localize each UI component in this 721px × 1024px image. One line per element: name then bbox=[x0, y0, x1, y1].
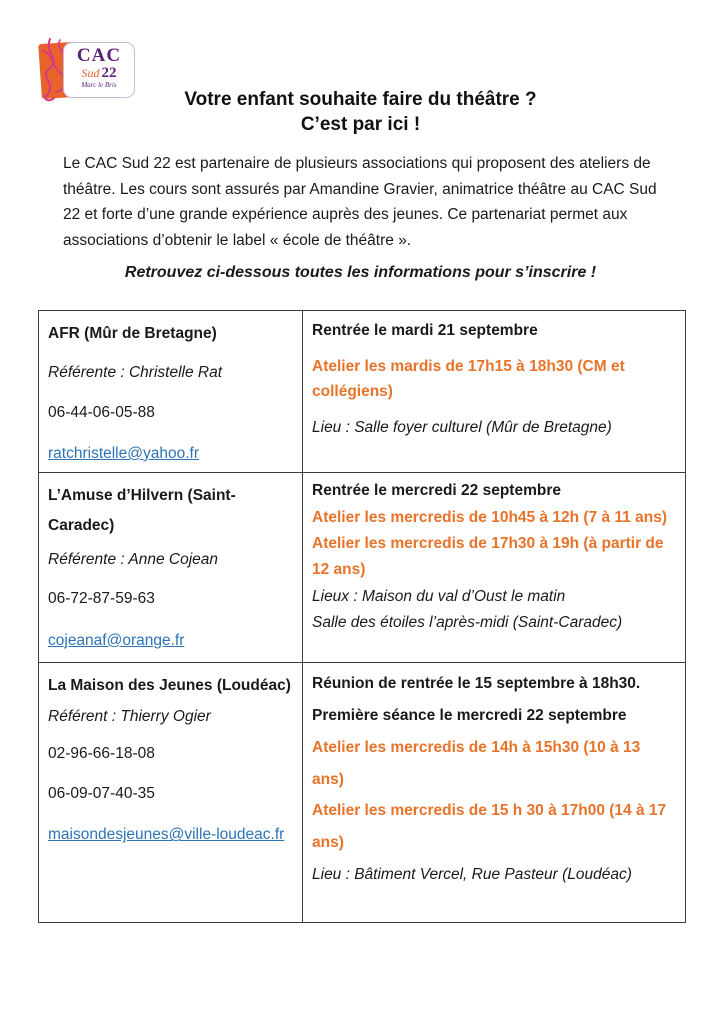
email-row bbox=[48, 441, 292, 467]
email-link[interactable]: maisondesjeunes@ville-loudeac.fr bbox=[48, 826, 285, 844]
email-row bbox=[48, 822, 292, 848]
association-name: L’Amuse d’Hilvern (Saint-Caradec) bbox=[48, 487, 236, 534]
schedule-line: Lieux : Maison du val d’Oust le matin bbox=[312, 587, 566, 605]
schedule-line: Salle des étoiles l’après-midi (Saint-Caradec) bbox=[312, 614, 623, 631]
info-table bbox=[38, 310, 686, 923]
schedule-line: Lieu : Salle foyer culturel (Mûr de Bretagne) bbox=[312, 419, 612, 437]
association-name: AFR (Mûr de Bretagne) bbox=[48, 325, 217, 342]
phone-number: 06-72-87-59-63 bbox=[48, 590, 155, 608]
table-row bbox=[39, 473, 686, 663]
cta-line: Retrouvez ci-dessous toutes les informations pour s’inscrire ! bbox=[124, 264, 597, 281]
logo-text-cac: CAC bbox=[76, 45, 122, 66]
schedule-line: Atelier les mercredis de 10h45 à 12h (7 à 11 ans) bbox=[312, 508, 667, 526]
association-cell bbox=[39, 663, 303, 923]
logo-tagline: Marc le Bris bbox=[81, 80, 117, 89]
association-cell bbox=[39, 311, 303, 473]
association-name: La Maison des Jeunes (Loudéac) bbox=[48, 677, 291, 695]
table-row bbox=[39, 663, 686, 923]
schedule-cell bbox=[303, 311, 686, 473]
schedule-line: Rentrée le mercredi 22 septembre bbox=[312, 482, 561, 500]
association-cell bbox=[39, 473, 303, 663]
phone-number: 06-44-06-05-88 bbox=[48, 403, 155, 421]
email-link[interactable]: cojeanaf@orange.fr bbox=[48, 631, 185, 649]
schedule-cell bbox=[303, 473, 686, 663]
referent-name: Référent : Thierry Ogier bbox=[48, 707, 211, 725]
schedule-cell bbox=[303, 663, 686, 923]
table-row bbox=[39, 311, 686, 473]
phone-number: 02-96-66-18-08 bbox=[48, 744, 155, 762]
referent-name: Référente : Christelle Rat bbox=[48, 364, 223, 382]
logo-text-sud22: Sud 22 bbox=[81, 65, 117, 81]
title-line-2: C’est par ici ! bbox=[300, 114, 421, 136]
page-title bbox=[0, 87, 721, 137]
schedule-line: Atelier les mercredis de 14h à 15h30 (10 à 13 ans) bbox=[312, 738, 641, 788]
email-link[interactable]: ratchristelle@yahoo.fr bbox=[48, 444, 199, 462]
schedule-line: Première séance le mercredi 22 septembre bbox=[312, 707, 627, 725]
schedule-line: Atelier les mardis de 17h15 à 18h30 (CM et collégiens) bbox=[312, 358, 625, 401]
schedule-line: Rentrée le mardi 21 septembre bbox=[312, 322, 538, 339]
schedule-line: Atelier les mercredis de 17h30 à 19h (à partir de 12 ans) bbox=[312, 534, 664, 579]
schedule-line: Réunion de rentrée le 15 septembre à 18h30. bbox=[312, 675, 641, 693]
title-line-1: Votre enfant souhaite faire du théâtre ? bbox=[184, 89, 537, 110]
referent-name: Référente : Anne Cojean bbox=[48, 551, 219, 569]
schedule-line: Lieu : Bâtiment Vercel, Rue Pasteur (Loudéac) bbox=[312, 865, 632, 883]
intro-paragraph: Le CAC Sud 22 est partenaire de plusieurs associations qui proposent des ateliers de théâtre. Les cours sont assurés par Amandine Gravier, animatrice théâtre au CAC Sud 22 et forte d’une grande expérience auprès des jeunes. Ce partenariat permet aux associations d’obtenir le label « école de théâtre ». bbox=[63, 155, 657, 250]
phone-number: 06-09-07-40-35 bbox=[48, 785, 155, 803]
schedule-line: Atelier les mercredis de 15 h 30 à 17h00 (14 à 17 ans) bbox=[312, 802, 667, 852]
email-row bbox=[48, 628, 292, 654]
